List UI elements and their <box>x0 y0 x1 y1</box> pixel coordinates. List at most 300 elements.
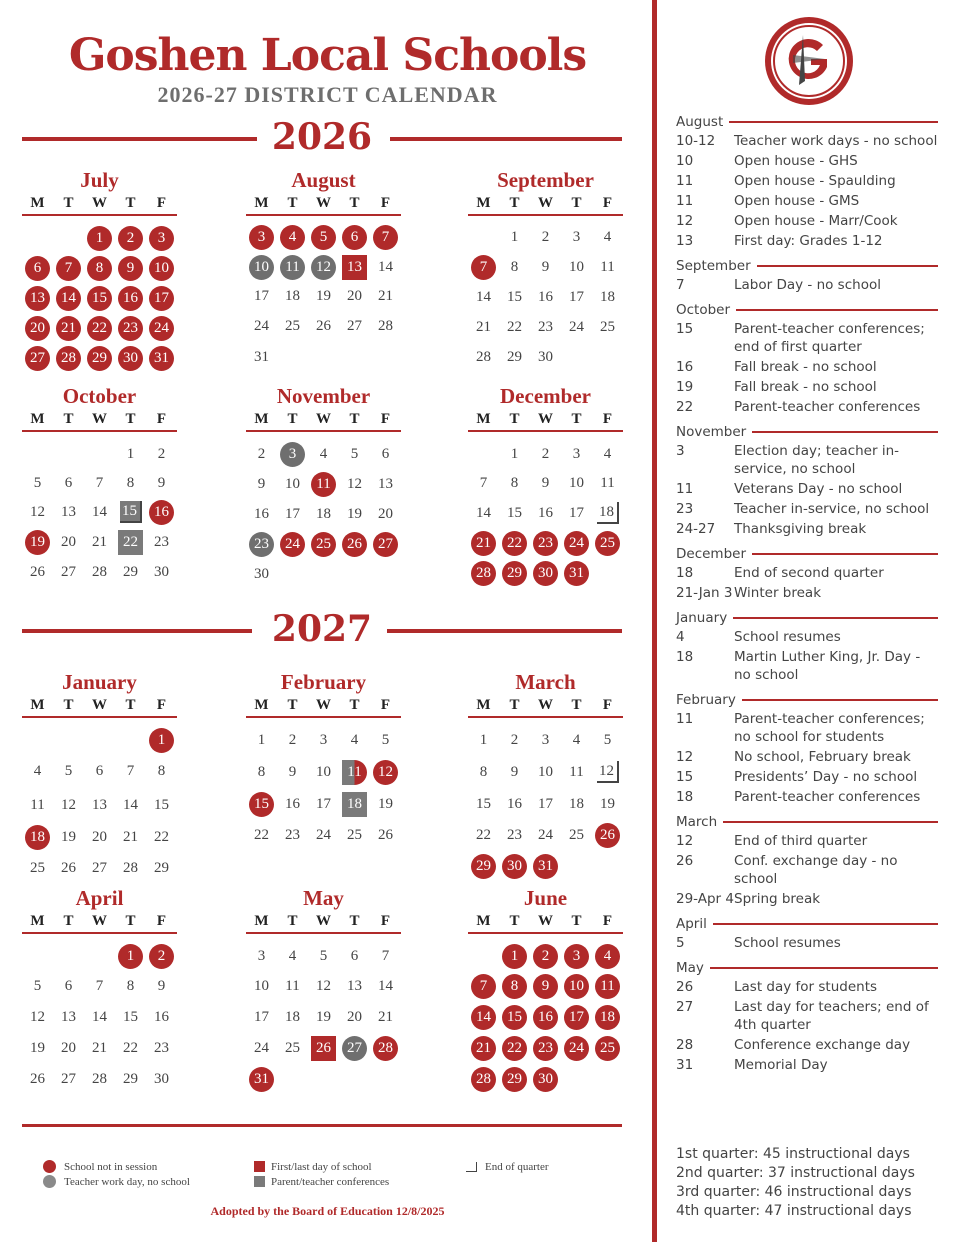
event-text: Thanksgiving break <box>734 521 867 537</box>
day-number: 1 <box>502 944 527 969</box>
calendar-day <box>53 853 84 884</box>
day-number: 21 <box>471 531 496 556</box>
event-date: 16 <box>676 359 694 375</box>
calendar-day <box>561 528 592 558</box>
calendar-day <box>277 469 308 499</box>
weekday-label: M <box>30 195 45 211</box>
event-date: 12 <box>676 833 694 849</box>
calendar-day <box>468 755 499 789</box>
calendar-day <box>530 282 561 312</box>
day-number: 21 <box>92 1040 107 1056</box>
day-number: 7 <box>95 978 104 994</box>
weekday-label: M <box>30 913 45 929</box>
event-date: 11 <box>676 193 694 209</box>
calendar-day <box>468 558 499 588</box>
event-item <box>676 564 938 582</box>
day-number: 4 <box>350 731 359 748</box>
calendar-day <box>146 439 177 469</box>
event-date: 4 <box>676 629 685 645</box>
weekday-label: M <box>254 195 269 211</box>
event-section-title: March <box>676 814 718 830</box>
day-number: 15 <box>123 1009 138 1025</box>
month-name: February <box>280 670 367 694</box>
event-text: Presidents’ Day - no school <box>734 769 918 785</box>
day-number: 22 <box>502 1036 527 1061</box>
calendar-day <box>277 439 308 469</box>
calendar-day <box>308 529 339 559</box>
calendar-empty-cell <box>22 725 53 755</box>
calendar-day <box>530 498 561 528</box>
day-number: 1 <box>126 445 135 462</box>
event-item <box>676 500 938 518</box>
calendar-day <box>370 725 401 755</box>
calendar-day <box>53 1002 84 1033</box>
calendar-empty-cell <box>277 1064 308 1095</box>
event-text: First day: Grades 1-12 <box>734 233 883 249</box>
calendar-day <box>339 469 370 499</box>
calendar-day <box>499 1002 530 1033</box>
day-number: 9 <box>257 475 266 492</box>
calendar-day <box>499 528 530 558</box>
day-number: 30 <box>154 1071 169 1087</box>
calendar-day <box>530 528 561 558</box>
calendar-day <box>530 342 561 372</box>
event-item <box>676 748 938 766</box>
calendar-day <box>530 312 561 342</box>
weekday-label: T <box>349 913 360 929</box>
calendar-day <box>339 311 370 342</box>
calendar-day <box>22 1064 53 1095</box>
weekday-label: T <box>571 697 582 713</box>
event-item <box>676 648 938 684</box>
event-section-title: November <box>676 424 747 440</box>
day-number: 8 <box>157 763 166 779</box>
event-text: Spring break <box>734 891 821 907</box>
event-text: Memorial Day <box>734 1057 828 1073</box>
day-number: 16 <box>118 286 143 311</box>
event-text: Martin Luther King, Jr. Day - no school <box>734 649 921 683</box>
event-date: 15 <box>676 769 694 785</box>
event-text: Veterans Day - no school <box>734 481 903 497</box>
day-number: 17 <box>254 1009 269 1025</box>
weekday-label: T <box>63 411 74 427</box>
calendar-day <box>339 755 370 789</box>
event-date: 26 <box>676 979 694 995</box>
section-rule <box>752 431 938 433</box>
day-number: 2 <box>510 731 519 748</box>
day-number: 21 <box>56 316 81 341</box>
section-rule <box>733 617 938 619</box>
event-date: 13 <box>676 233 694 249</box>
event-section-march <box>676 812 938 908</box>
day-number: 10 <box>254 978 269 994</box>
day-number: 3 <box>257 947 266 964</box>
weekday-label: T <box>571 913 582 929</box>
calendar-day <box>22 343 53 373</box>
event-section-title: April <box>676 916 707 932</box>
event-date: 26 <box>676 853 694 869</box>
day-number: 12 <box>316 978 331 994</box>
calendar-day <box>115 469 146 497</box>
day-number: 29 <box>502 1067 527 1092</box>
day-number: 29 <box>502 561 527 586</box>
calendar-day <box>370 311 401 342</box>
event-text: Election day; teacher in-service, no school <box>734 443 900 477</box>
day-number: 27 <box>61 1071 76 1087</box>
weekday-header <box>246 910 401 934</box>
day-number: 15 <box>476 796 491 812</box>
day-number: 16 <box>285 796 300 812</box>
day-number: 30 <box>154 563 169 580</box>
calendar-day <box>468 1002 499 1033</box>
calendar-day <box>499 971 530 1002</box>
day-number: 19 <box>25 530 50 555</box>
calendar-day <box>561 941 592 971</box>
calendar-day <box>277 755 308 789</box>
grey-dot-icon <box>43 1175 56 1188</box>
event-date: 27 <box>676 999 694 1015</box>
month-name: August <box>291 168 356 192</box>
day-number: 29 <box>123 1071 138 1087</box>
calendar-day <box>277 941 308 971</box>
calendar-day <box>468 528 499 558</box>
month-march <box>468 670 623 882</box>
calendar-day <box>84 788 115 822</box>
day-number: 12 <box>61 796 76 813</box>
calendar-day <box>499 282 530 312</box>
calendar-day <box>530 558 561 588</box>
day-number: 2 <box>541 229 550 245</box>
day-number: 13 <box>61 1009 76 1025</box>
calendar-empty-cell <box>370 342 401 372</box>
day-number: 8 <box>479 763 488 780</box>
calendar-day <box>115 497 146 527</box>
weekday-label: T <box>287 411 298 427</box>
weekday-label: T <box>349 697 360 713</box>
calendar-day <box>84 557 115 587</box>
day-number: 31 <box>249 1067 274 1092</box>
day-number: 11 <box>30 796 45 813</box>
month-june <box>468 886 623 1095</box>
calendar-day <box>53 469 84 497</box>
day-number: 27 <box>342 1036 367 1061</box>
day-number: 22 <box>87 316 112 341</box>
day-number: 17 <box>538 796 553 812</box>
month-name: July <box>80 168 119 192</box>
weekday-label: W <box>316 913 331 929</box>
weekday-label: M <box>476 913 491 929</box>
calendar-day <box>115 557 146 587</box>
day-number: 21 <box>471 1036 496 1061</box>
weekday-label: M <box>476 697 491 713</box>
calendar-day <box>592 755 623 789</box>
calendar-empty-cell <box>277 342 308 372</box>
weekday-header <box>22 694 177 718</box>
day-number: 6 <box>350 947 359 964</box>
event-date: 7 <box>676 277 685 293</box>
calendar-day <box>84 469 115 497</box>
calendar-day <box>308 941 339 971</box>
calendar-day <box>561 312 592 342</box>
event-text: Parent-teacher conferences <box>734 399 921 415</box>
legend-first-last: First/last day of school <box>271 1160 372 1173</box>
weekday-label: T <box>63 913 74 929</box>
calendar-day <box>499 755 530 789</box>
weekday-label: F <box>380 195 391 211</box>
day-number: 4 <box>280 225 305 250</box>
event-date: 31 <box>676 1057 694 1073</box>
weekday-label: W <box>316 411 331 427</box>
day-number: 29 <box>123 563 138 580</box>
calendar-day <box>115 1033 146 1064</box>
calendar-day <box>246 1002 277 1033</box>
day-number: 1 <box>510 445 519 462</box>
day-number: 15 <box>154 796 169 813</box>
weekday-header <box>468 694 623 718</box>
day-number: 26 <box>595 823 620 848</box>
calendar-day <box>246 971 277 1002</box>
day-number: 13 <box>61 503 76 520</box>
event-date: 10 <box>676 153 694 169</box>
day-number: 12 <box>347 475 362 492</box>
day-number: 13 <box>25 286 50 311</box>
calendar-day <box>339 223 370 252</box>
day-number: 17 <box>254 288 269 304</box>
event-text: Parent-teacher conferences; end of first quarter <box>734 321 925 355</box>
day-number: 23 <box>118 316 143 341</box>
calendar-day <box>22 1033 53 1064</box>
day-number: 5 <box>33 474 42 491</box>
event-date: 18 <box>676 649 694 665</box>
calendar-day <box>468 820 499 851</box>
day-number: 12 <box>373 760 398 785</box>
section-rule <box>723 821 938 823</box>
day-number: 25 <box>600 318 615 335</box>
day-number: 10 <box>316 763 331 780</box>
day-number: 14 <box>476 288 491 305</box>
day-number: 10 <box>249 255 274 280</box>
day-number: 11 <box>569 763 584 780</box>
calendar-day <box>22 788 53 822</box>
calendar-day <box>592 1002 623 1033</box>
day-number: 28 <box>92 1071 107 1087</box>
day-number: 4 <box>319 445 328 462</box>
day-number: 13 <box>378 475 393 492</box>
calendar-day <box>530 1002 561 1033</box>
day-number: 31 <box>149 346 174 371</box>
weekday-label: T <box>287 913 298 929</box>
day-number: 30 <box>254 565 269 582</box>
calendar-day <box>339 529 370 559</box>
calendar-day <box>308 755 339 789</box>
day-number: 27 <box>61 563 76 580</box>
day-number: 4 <box>33 763 42 779</box>
day-number: 25 <box>347 827 362 843</box>
calendar-empty-cell <box>592 558 623 588</box>
calendar-day <box>146 853 177 884</box>
event-item <box>676 628 938 646</box>
day-number: 4 <box>603 229 612 245</box>
day-number: 5 <box>311 225 336 250</box>
month-december <box>468 384 623 588</box>
month-august <box>246 168 401 372</box>
day-number: 30 <box>533 1067 558 1092</box>
day-number: 9 <box>157 978 166 994</box>
calendar-day <box>53 1064 84 1095</box>
event-section-title: October <box>676 302 731 318</box>
quarter-line: 1st quarter: 45 instructional days <box>676 1146 910 1162</box>
event-item <box>676 152 938 170</box>
calendar-empty-cell <box>22 941 53 971</box>
calendar-day <box>22 971 53 1002</box>
calendar-empty-cell <box>308 559 339 589</box>
day-number: 11 <box>311 472 336 497</box>
day-number: 15 <box>120 501 142 523</box>
day-number: 9 <box>533 974 558 999</box>
calendar-day <box>84 283 115 313</box>
weekday-header <box>246 192 401 216</box>
calendar-empty-cell <box>339 342 370 372</box>
calendar-day <box>146 497 177 527</box>
event-item <box>676 132 938 150</box>
day-number: 12 <box>311 255 336 280</box>
day-number: 29 <box>471 854 496 879</box>
calendar-day <box>468 282 499 312</box>
calendar-day <box>499 1064 530 1095</box>
event-item <box>676 172 938 190</box>
calendar-day <box>561 1002 592 1033</box>
weekday-header <box>246 408 401 432</box>
weekday-label: F <box>602 697 613 713</box>
calendar-day <box>246 223 277 252</box>
calendar-day <box>499 342 530 372</box>
calendar-day <box>277 223 308 252</box>
calendar-day <box>146 469 177 497</box>
month-name: April <box>75 886 124 910</box>
weekday-header <box>468 910 623 934</box>
day-number: 2 <box>288 731 297 748</box>
month-november <box>246 384 401 589</box>
day-number: 5 <box>319 947 328 964</box>
event-date: 23 <box>676 501 694 517</box>
calendar-day <box>246 529 277 559</box>
day-number: 14 <box>378 258 393 275</box>
day-number: 28 <box>92 563 107 580</box>
calendar-day <box>84 343 115 373</box>
event-section-april <box>676 914 938 952</box>
day-number: 22 <box>123 1040 138 1056</box>
event-item <box>676 788 938 806</box>
calendar-day <box>84 253 115 283</box>
calendar-day <box>246 469 277 499</box>
day-number: 14 <box>378 978 393 994</box>
day-number: 2 <box>157 445 166 462</box>
event-date: 11 <box>676 711 694 727</box>
calendar-day <box>530 469 561 498</box>
day-number: 17 <box>569 288 584 305</box>
month-october <box>22 384 177 587</box>
legend-conferences: Parent/teacher conferences <box>271 1175 390 1188</box>
weekday-label: T <box>125 697 136 713</box>
event-list <box>676 112 938 1080</box>
quarter-line: 2nd quarter: 37 instructional days <box>676 1165 915 1181</box>
day-number: 2 <box>257 445 266 462</box>
event-section-september <box>676 256 938 294</box>
calendar-day <box>115 971 146 1002</box>
calendar-day <box>339 499 370 529</box>
day-number: 20 <box>92 829 107 845</box>
day-number: 7 <box>471 974 496 999</box>
day-number: 24 <box>254 1040 269 1056</box>
calendar-day <box>468 312 499 342</box>
calendar-day <box>468 1033 499 1064</box>
weekday-label: T <box>125 411 136 427</box>
calendar-day <box>339 252 370 282</box>
calendar-day <box>277 529 308 559</box>
calendar-day <box>115 283 146 313</box>
calendar-empty-cell <box>592 1064 623 1095</box>
day-number: 20 <box>61 1040 76 1056</box>
section-rule <box>713 923 938 925</box>
calendar-day <box>530 941 561 971</box>
calendar-day <box>530 252 561 282</box>
day-number: 24 <box>254 318 269 334</box>
day-number: 1 <box>479 731 488 748</box>
calendar-day <box>115 941 146 971</box>
calendar-empty-cell <box>592 851 623 882</box>
day-number: 18 <box>569 796 584 812</box>
day-number: 18 <box>600 288 615 305</box>
day-number: 8 <box>257 763 266 780</box>
day-number: 23 <box>538 318 553 335</box>
calendar-day <box>370 755 401 789</box>
weekday-label: M <box>30 411 45 427</box>
weekday-label: F <box>156 697 167 713</box>
day-number: 20 <box>347 1009 362 1025</box>
calendar-day <box>146 223 177 253</box>
day-number: 19 <box>30 1040 45 1056</box>
event-item <box>676 358 938 376</box>
day-number: 24 <box>564 1036 589 1061</box>
calendar-day <box>308 469 339 499</box>
calendar-empty-cell <box>592 342 623 372</box>
day-number: 25 <box>569 827 584 843</box>
calendar-empty-cell <box>339 559 370 589</box>
legend-work-day: Teacher work day, no school <box>64 1175 190 1188</box>
calendar-day <box>561 820 592 851</box>
weekday-label: M <box>254 697 269 713</box>
event-item <box>676 768 938 786</box>
day-number: 2 <box>533 944 558 969</box>
weekday-label: T <box>125 913 136 929</box>
day-number: 3 <box>572 229 581 245</box>
day-number: 6 <box>342 225 367 250</box>
event-date: 18 <box>676 789 694 805</box>
day-number: 27 <box>92 860 107 876</box>
day-number: 25 <box>285 1040 300 1056</box>
day-number: 14 <box>92 503 107 520</box>
month-name: October <box>62 384 137 408</box>
calendar-day <box>530 789 561 820</box>
day-number: 16 <box>154 1009 169 1025</box>
day-number: 10 <box>285 475 300 492</box>
day-number: 5 <box>33 978 42 994</box>
day-number: 22 <box>154 829 169 845</box>
day-number: 11 <box>342 760 367 785</box>
calendar-day <box>308 971 339 1002</box>
month-name: June <box>523 886 568 910</box>
day-number: 28 <box>373 1036 398 1061</box>
